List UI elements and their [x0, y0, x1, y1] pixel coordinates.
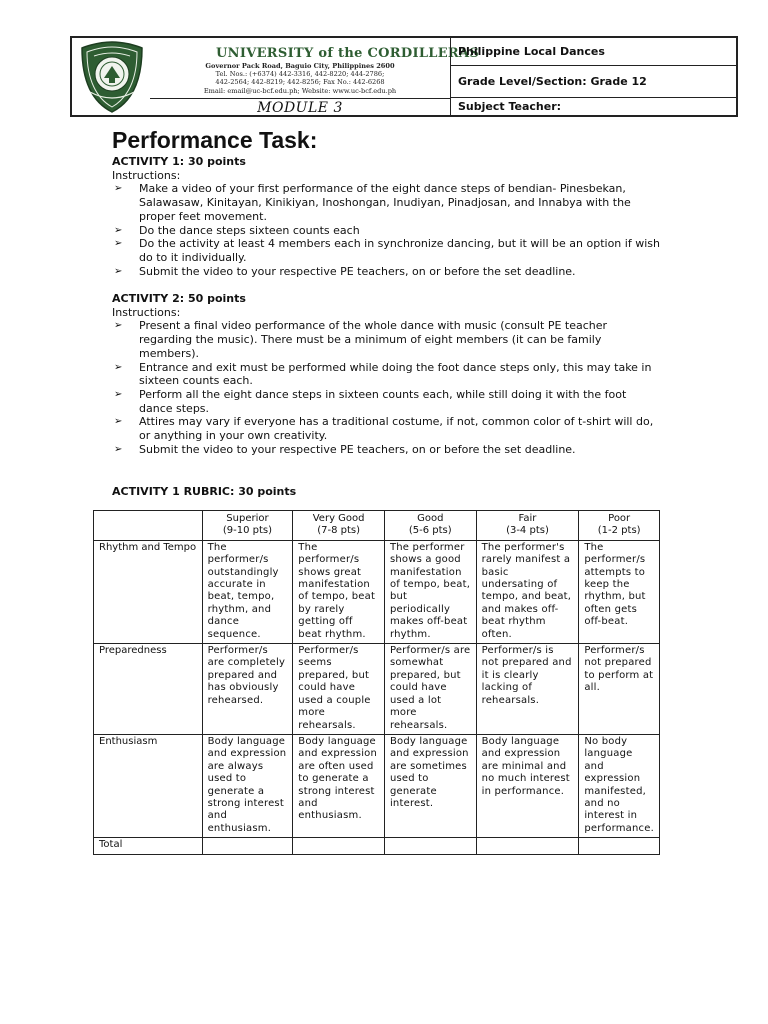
rubric-table [93, 510, 660, 855]
rubric-cell: The performer/s attempts to keep the rhythm, but often gets off-beat. [579, 540, 660, 643]
total-label: Total [94, 838, 203, 854]
rubric-header-row [94, 511, 660, 541]
rubric-cell: Performer/s is not prepared and it is clearly lacking of rehearsals. [476, 644, 579, 735]
rubric-cell: Body language and expression are minimal and no much interest in performance. [476, 734, 579, 837]
table-row [94, 734, 660, 837]
rubric-cell: Performer/s are somewhat prepared, but could have used a lot more rehearsals. [384, 644, 476, 735]
university-info [150, 38, 480, 98]
rubric-cell: The performer/s shows great manifestation of tempo, beat by rarely getting off beat rhythm. [293, 540, 385, 643]
subject-cell: Philippine Local Dances [450, 38, 738, 66]
rubric-cell: Body language and expression are always used to generate a strong interest and enthusiasm. [202, 734, 293, 837]
activity-2-heading: ACTIVITY 2: 50 points [112, 292, 246, 305]
rubric-title: ACTIVITY 1 RUBRIC: 30 points [112, 485, 297, 498]
list-item: ➢ Entrance and exit must be performed while doing the foot dance steps only, this may take in sixteen counts each. [112, 361, 662, 388]
level-header: Very Good (7-8 pts) [293, 511, 385, 541]
criterion-cell: Preparedness [94, 644, 203, 735]
rubric-cell: The performer's rarely manifest a basic undersating of tempo, and beat, and makes off-beat rhythm often. [476, 540, 579, 643]
level-header: Superior (9-10 pts) [202, 511, 293, 541]
university-seal-icon [76, 40, 148, 114]
level-header: Fair (3-4 pts) [476, 511, 579, 541]
instructions-label: Instructions: [112, 305, 181, 319]
rubric-cell: The performer shows a good manifestation of tempo, beat, but periodically makes off-beat rhythm. [384, 540, 476, 643]
activity-1-heading: ACTIVITY 1: 30 points [112, 155, 246, 168]
total-row [94, 838, 660, 854]
phone-line: 442-2564; 442-8219; 442-8256; Fax No.: 442-6268 [215, 78, 385, 86]
list-item: ➢ Submit the video to your respective PE teachers, on or before the set deadline. [112, 443, 662, 457]
table-row [94, 644, 660, 735]
table-row [94, 540, 660, 643]
rubric-cell: The performer/s outstandingly accurate in beat, tempo, rhythm, and dance sequence. [202, 540, 293, 643]
list-item: ➢ Make a video of your first performance of the eight dance steps of bendian- Pinesbekan, Salawasaw, Kinitayan, Kinikiyan, Inoshongan, Inudiyan, Pinadjosan, and Innabya with the proper feet movement. [112, 182, 662, 223]
document-header [70, 36, 738, 117]
total-cell [202, 838, 293, 854]
rubric-cell: Performer/s seems prepared, but could have used a couple more rehearsals. [293, 644, 385, 735]
rubric-cell: Performer/s are completely prepared and has obviously rehearsed. [202, 644, 293, 735]
list-item: ➢ Do the dance steps sixteen counts each [112, 224, 662, 238]
level-header: Poor (1-2 pts) [579, 511, 660, 541]
rubric-cell: Body language and expression are often used to generate a strong interest and enthusiasm. [293, 734, 385, 837]
level-header: Good (5-6 pts) [384, 511, 476, 541]
list-item: ➢ Submit the video to your respective PE teachers, on or before the set deadline. [112, 265, 662, 279]
total-cell [579, 838, 660, 854]
rubric-cell: Performer/s not prepared to perform at all. [579, 644, 660, 735]
activity-1-list [112, 182, 662, 278]
activity-2-section [112, 292, 662, 456]
total-cell [476, 838, 579, 854]
activity-2-list [112, 319, 662, 456]
phone-line: Tel. Nos.: (+6374) 442-3316, 442-8220; 444-2786; [215, 70, 385, 78]
university-name: UNIVERSITY of the CORDILLERAS [216, 46, 480, 61]
total-cell [293, 838, 385, 854]
page-title: Performance Task: [112, 127, 318, 153]
list-item: ➢ Present a final video performance of the whole dance with music (consult PE teacher regarding the music). There must be a minimum of eight members (it can be family members). [112, 319, 662, 360]
activity-1-section [112, 155, 662, 278]
instructions-label: Instructions: [112, 168, 181, 182]
list-item: ➢ Do the activity at least 4 members each in synchronize dancing, but it will be an option if wish do to it individually. [112, 237, 662, 264]
total-cell [384, 838, 476, 854]
address-line: Governor Pack Road, Baguio City, Philippines 2600 [205, 62, 395, 70]
module-row [150, 98, 450, 118]
list-item: ➢ Attires may vary if everyone has a traditional costume, if not, common color of t-shirt will do, or anything in your own creativity. [112, 415, 662, 442]
rubric-cell: Body language and expression are sometimes used to generate interest. [384, 734, 476, 837]
criterion-cell: Enthusiasm [94, 734, 203, 837]
rubric-cell: No body language and expression manifested, and no interest in performance. [579, 734, 660, 837]
list-item: ➢ Perform all the eight dance steps in sixteen counts each, while still doing it with the foot dance steps. [112, 388, 662, 415]
email-line: Email: email@uc-bcf.edu.ph; Website: www.uc-bcf.edu.ph [203, 87, 397, 95]
module-title: MODULE 3 [257, 100, 343, 116]
grade-level-cell: Grade Level/Section: Grade 12 [450, 66, 738, 98]
criterion-cell: Rhythm and Tempo [94, 540, 203, 643]
rubric-corner-cell [94, 511, 203, 541]
subject-teacher-cell: Subject Teacher: [458, 100, 562, 113]
